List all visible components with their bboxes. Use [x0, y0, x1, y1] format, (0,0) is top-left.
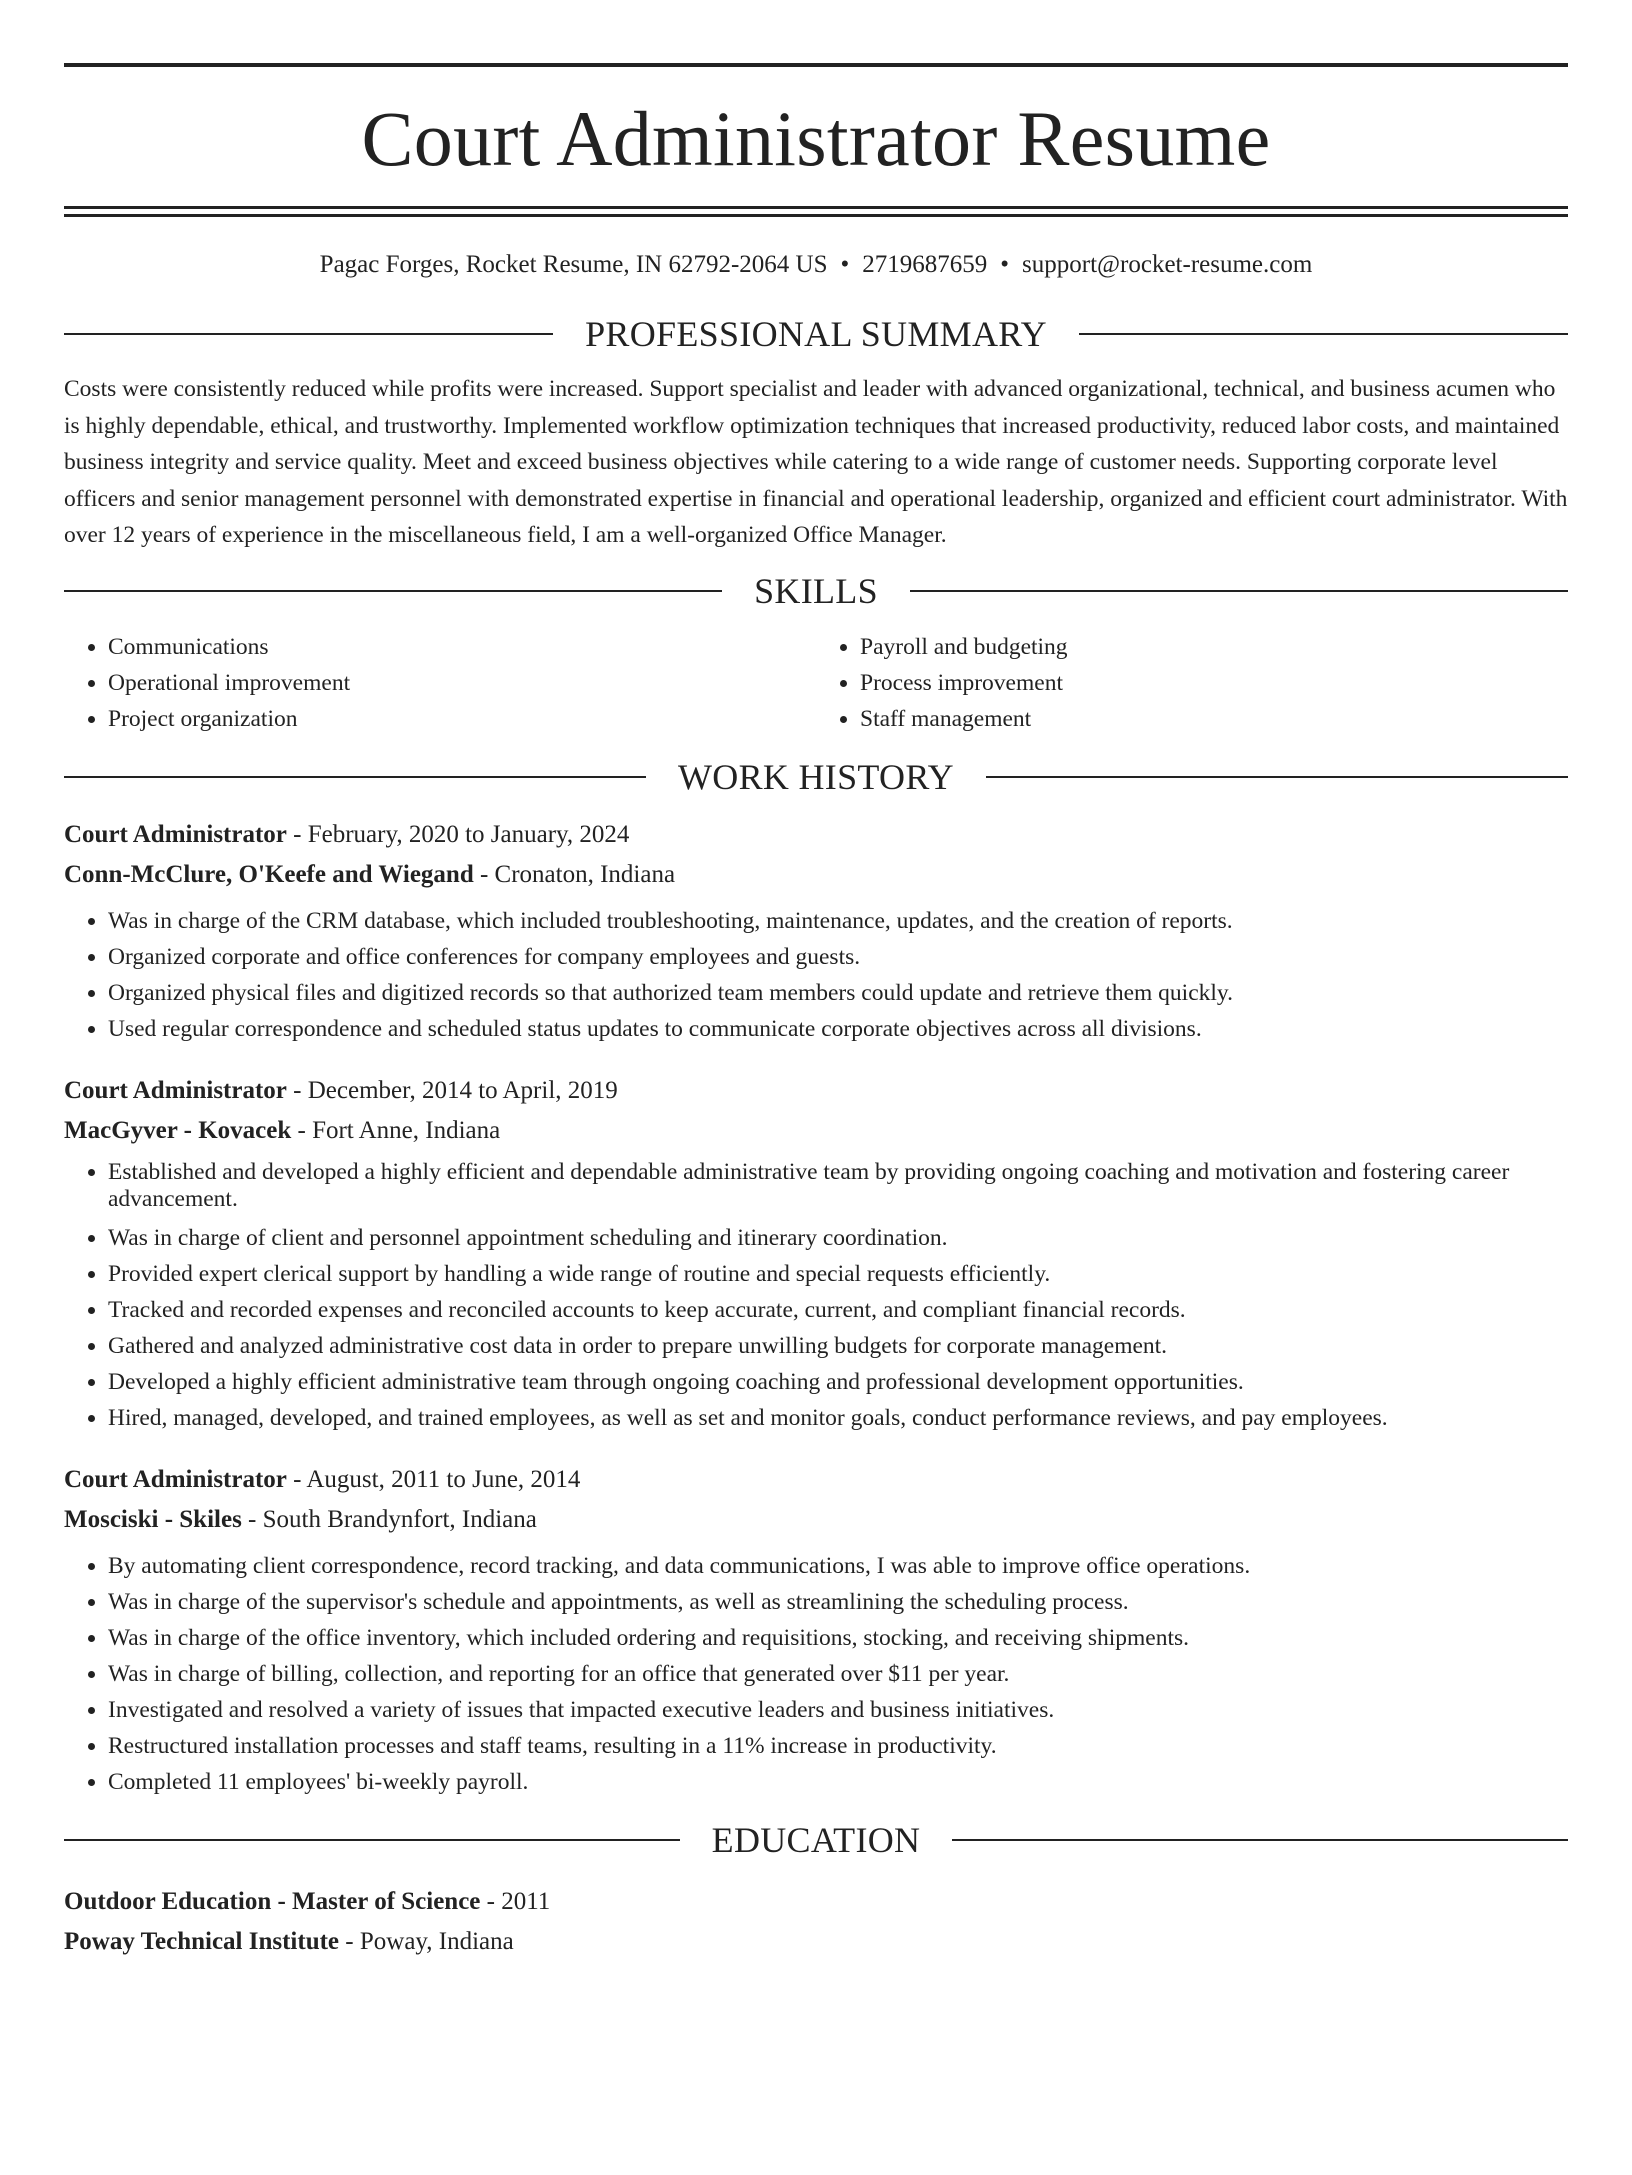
heading-rule-right: [986, 776, 1568, 778]
skill-item: • Process improvement: [860, 665, 1568, 701]
job-location: - Fort Anne, Indiana: [291, 1116, 501, 1144]
skill-item: • Project organization: [108, 701, 816, 737]
contact-line: [64, 251, 1568, 285]
title-double-rule: [64, 206, 1568, 217]
job-bullet: • Was in charge of billing, collection, and reporting for an office that generated over $11 per year.: [108, 1656, 1568, 1692]
heading-rule-left: [64, 590, 722, 592]
job-bullet: • Investigated and resolved a variety of issues that impacted executive leaders and business initiatives.: [108, 1692, 1568, 1728]
job-bullet: • Completed 11 employees' bi-weekly payroll.: [108, 1764, 1568, 1800]
job-dates: - February, 2020 to January, 2024: [286, 820, 630, 848]
job-bullet: • Restructured installation processes and staff teams, resulting in a 11% increase in productivity.: [108, 1728, 1568, 1764]
heading-rule-left: [64, 776, 646, 778]
heading-rule-right: [910, 590, 1568, 592]
job-company-line: [64, 1500, 1568, 1540]
skills-heading-row: [64, 571, 1568, 611]
skills-list: [64, 629, 1568, 737]
job-title: Court Administrator: [64, 1076, 287, 1104]
job-title: Court Administrator: [64, 1465, 287, 1493]
page-title: Court Administrator Resume: [361, 95, 1271, 182]
job-bullet: • Was in charge of the office inventory, which included ordering and requisitions, stocking, and receiving shipments.: [108, 1620, 1568, 1656]
job-company-line: [64, 1111, 1568, 1151]
job-dates: - December, 2014 to April, 2019: [286, 1076, 618, 1104]
job-entry: [64, 815, 1568, 1047]
summary-text: Costs were consistently reduced while profits were increased. Support specialist and leader with advanced organizational, technical, and business acumen who is highly dependable, ethical, and trustworthy. Implemented workflow optimization techniques that increased productivity, reduced labor costs, and maintained business integrity and service quality. Meet and exceed business objectives while catering to a wide range of customer needs. Supporting corporate level officers and senior management personnel with demonstrated expertise in financial and operational leadership, organized and efficient court administrator. With over 12 years of experience in the miscellaneous field, I am a well-organized Office Manager.: [64, 376, 1568, 548]
job-bullet: • Organized physical files and digitized records so that authorized team members could update and retrieve them quickly.: [108, 975, 1568, 1011]
job-dates: - August, 2011 to June, 2014: [286, 1465, 581, 1493]
education-school: Poway Technical Institute: [64, 1927, 340, 1955]
contact-separator: •: [1000, 251, 1010, 278]
job-bullet: • Tracked and recorded expenses and reconciled accounts to keep accurate, current, and compliant financial records.: [108, 1292, 1568, 1328]
work-heading-row: [64, 757, 1568, 797]
job-bullet: • Gathered and analyzed administrative cost data in order to prepare unwilling budgets for corporate management.: [108, 1328, 1568, 1364]
job-company-line: [64, 855, 1568, 895]
job-company: Mosciski - Skiles: [64, 1505, 242, 1533]
skill-item: • Payroll and budgeting: [860, 629, 1568, 665]
education-school-line: [64, 1922, 1568, 1962]
job-company: MacGyver - Kovacek: [64, 1116, 292, 1144]
skill-item: • Staff management: [860, 701, 1568, 737]
education-entry: [64, 1882, 1568, 1962]
job-company: Conn-McClure, O'Keefe and Wiegand: [64, 860, 474, 888]
job-entry: [64, 1071, 1568, 1436]
summary-heading-row: [64, 314, 1568, 354]
job-bullet: • Hired, managed, developed, and trained employees, as well as set and monitor goals, conduct performance reviews, and pay employees.: [108, 1400, 1568, 1436]
education-heading: EDUCATION: [711, 1819, 921, 1860]
job-bullet: • Used regular correspondence and scheduled status updates to communicate corporate objectives across all divisions.: [108, 1011, 1568, 1047]
heading-rule-left: [64, 1839, 680, 1841]
contact-email: support@rocket-resume.com: [1022, 251, 1313, 278]
job-bullet: • Developed a highly efficient administrative team through ongoing coaching and professional development opportunities.: [108, 1364, 1568, 1400]
skills-heading: SKILLS: [754, 570, 878, 611]
skill-item: • Operational improvement: [108, 665, 816, 701]
contact-separator: •: [840, 251, 850, 278]
job-location: - South Brandynfort, Indiana: [241, 1505, 537, 1533]
resume-page: [0, 63, 1632, 2175]
contact-address: Pagac Forges, Rocket Resume, IN 62792-2064 US: [319, 251, 828, 278]
job-entry: [64, 1460, 1568, 1800]
job-bullet: • Was in charge of the supervisor's schedule and appointments, as well as streamlining the scheduling process.: [108, 1584, 1568, 1620]
summary-heading: PROFESSIONAL SUMMARY: [585, 314, 1047, 354]
contact-phone: 2719687659: [862, 251, 988, 278]
job-bullet: • Established and developed a highly efficient and dependable administrative team by providing ongoing coaching and motivation and fostering career advancement.: [108, 1159, 1568, 1222]
job-bullets: [64, 1159, 1568, 1436]
heading-rule-right: [1079, 333, 1568, 335]
job-bullet: • Was in charge of client and personnel appointment scheduling and itinerary coordination.: [108, 1220, 1568, 1256]
job-bullets: [64, 1548, 1568, 1800]
education-heading-row: [64, 1820, 1568, 1860]
heading-rule-left: [64, 333, 553, 335]
heading-rule-right: [952, 1839, 1568, 1841]
skills-column-left: [64, 629, 816, 737]
job-title-line: [64, 1071, 1568, 1111]
skill-item: • Communications: [108, 629, 816, 665]
job-bullet: • By automating client correspondence, record tracking, and data communications, I was able to improve office operations.: [108, 1548, 1568, 1584]
job-title-line: [64, 1460, 1568, 1500]
job-bullet: • Provided expert clerical support by handling a wide range of routine and special requests efficiently.: [108, 1256, 1568, 1292]
skills-column-right: [816, 629, 1568, 737]
education-year: - 2011: [480, 1887, 551, 1915]
job-location: - Cronaton, Indiana: [473, 860, 676, 888]
education-degree: Outdoor Education - Master of Science: [64, 1887, 481, 1915]
job-bullet: • Was in charge of the CRM database, which included troubleshooting, maintenance, updates, and the creation of reports.: [108, 903, 1568, 939]
education-location: - Poway, Indiana: [339, 1927, 514, 1955]
top-rule: [64, 63, 1568, 67]
job-title-line: [64, 815, 1568, 855]
education-degree-line: [64, 1882, 1568, 1922]
job-bullets: [64, 903, 1568, 1047]
work-heading: WORK HISTORY: [678, 756, 954, 797]
job-bullet: • Organized corporate and office conferences for company employees and guests.: [108, 939, 1568, 975]
job-title: Court Administrator: [64, 820, 287, 848]
